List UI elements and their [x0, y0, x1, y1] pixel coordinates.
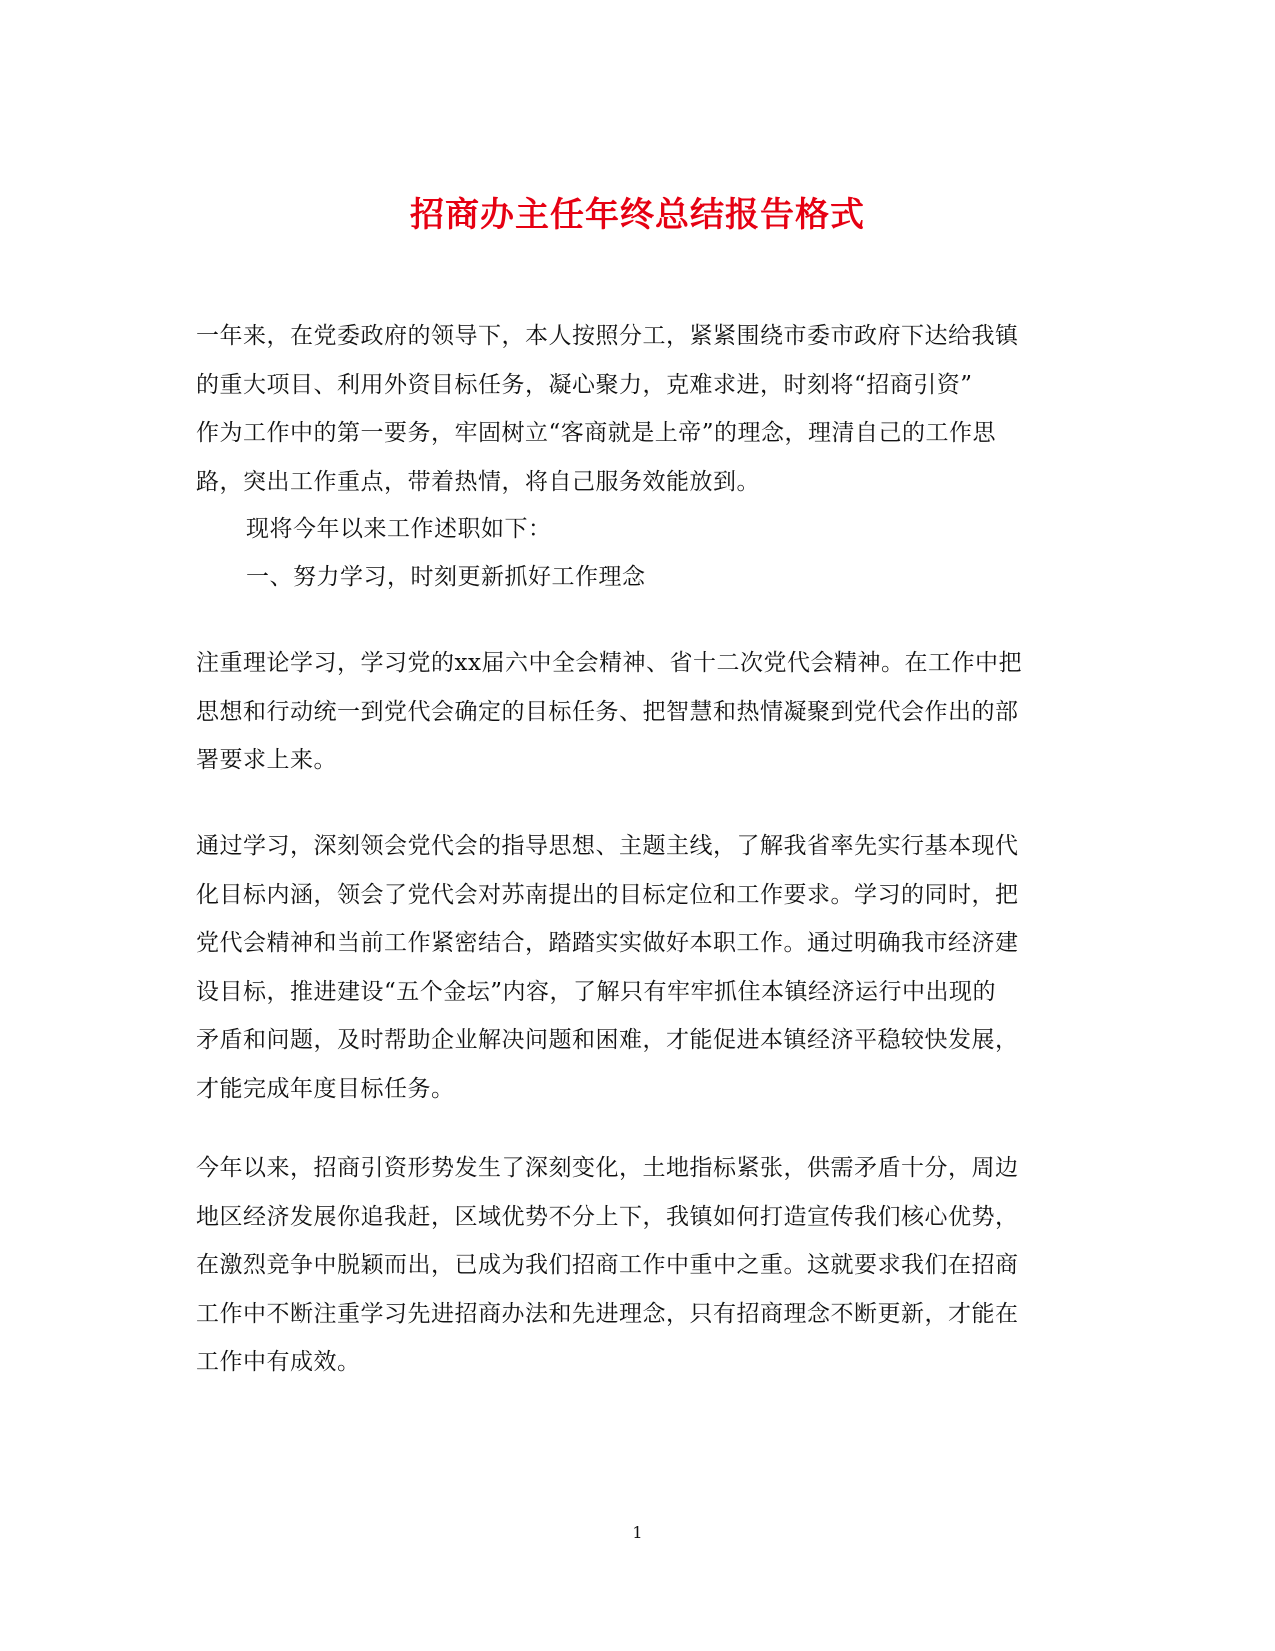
page-number: 1: [632, 1523, 643, 1542]
text-line: 署要求上来。: [196, 747, 337, 773]
paragraph-intro: [196, 312, 1076, 506]
text-line: 现将今年以来工作述职如下：: [246, 516, 552, 542]
text-line: 设目标，推进建设“五个金坛”内容，了解只有牢牢抓住本镇经济运行中出现的: [196, 978, 997, 1005]
section-heading-1: [246, 553, 646, 601]
text-line: 作为工作中的第一要务，牢固树立“客商就是上帝”的理念，理清自己的工作思: [196, 420, 997, 446]
text-line: 思想和行动统一到党代会确定的目标任务、把智慧和热情凝聚到党代会作出的部: [196, 698, 1019, 725]
text-line: 工作中不断注重学习先进招商办法和先进理念，只有招商理念不断更新，才能在: [196, 1300, 1019, 1327]
text-line: 矛盾和问题，及时帮助企业解决问题和困难，才能促进本镇经济平稳较快发展，: [196, 1027, 1019, 1053]
text-line: 的重大项目、利用外资目标任务，凝心聚力，克难求进，时刻将“招商引资”: [196, 371, 973, 398]
text-line: 党代会精神和当前工作紧密结合，踏踏实实做好本职工作。通过明确我市经济建: [196, 930, 1019, 956]
paragraph-report-lead: [246, 505, 552, 553]
text-line: 化目标内涵，领会了党代会对苏南提出的目标定位和工作要求。学习的同时，把: [196, 881, 1019, 908]
text-line: 注重理论学习，学习党的xx届六中全会精神、省十二次党代会精神。在工作中把: [196, 650, 1022, 676]
paragraph-this-year: [196, 1144, 1076, 1387]
text-line: 才能完成年度目标任务。: [196, 1075, 455, 1102]
paragraph-through-study: [196, 822, 1076, 1113]
text-line: 地区经济发展你追我赶，区域优势不分上下，我镇如何打造宣传我们核心优势，: [196, 1203, 1019, 1230]
document-title: 招商办主任年终总结报告格式: [410, 194, 865, 235]
paragraph-theory-study: [196, 639, 1076, 785]
text-line: 路，突出工作重点，带着热情，将自己服务效能放到。: [196, 468, 760, 495]
text-line: 一、努力学习，时刻更新抓好工作理念: [246, 564, 646, 590]
text-line: 工作中有成效。: [196, 1349, 361, 1375]
text-line: 一年来，在党委政府的领导下，本人按照分工，紧紧围绕市委市政府下达给我镇: [196, 323, 1019, 349]
text-line: 通过学习，深刻领会党代会的指导思想、主题主线，了解我省率先实行基本现代: [196, 833, 1019, 859]
text-line: 今年以来，招商引资形势发生了深刻变化，土地指标紧张，供需矛盾十分，周边: [196, 1155, 1019, 1181]
text-line: 在激烈竞争中脱颖而出，已成为我们招商工作中重中之重。这就要求我们在招商: [196, 1252, 1019, 1278]
